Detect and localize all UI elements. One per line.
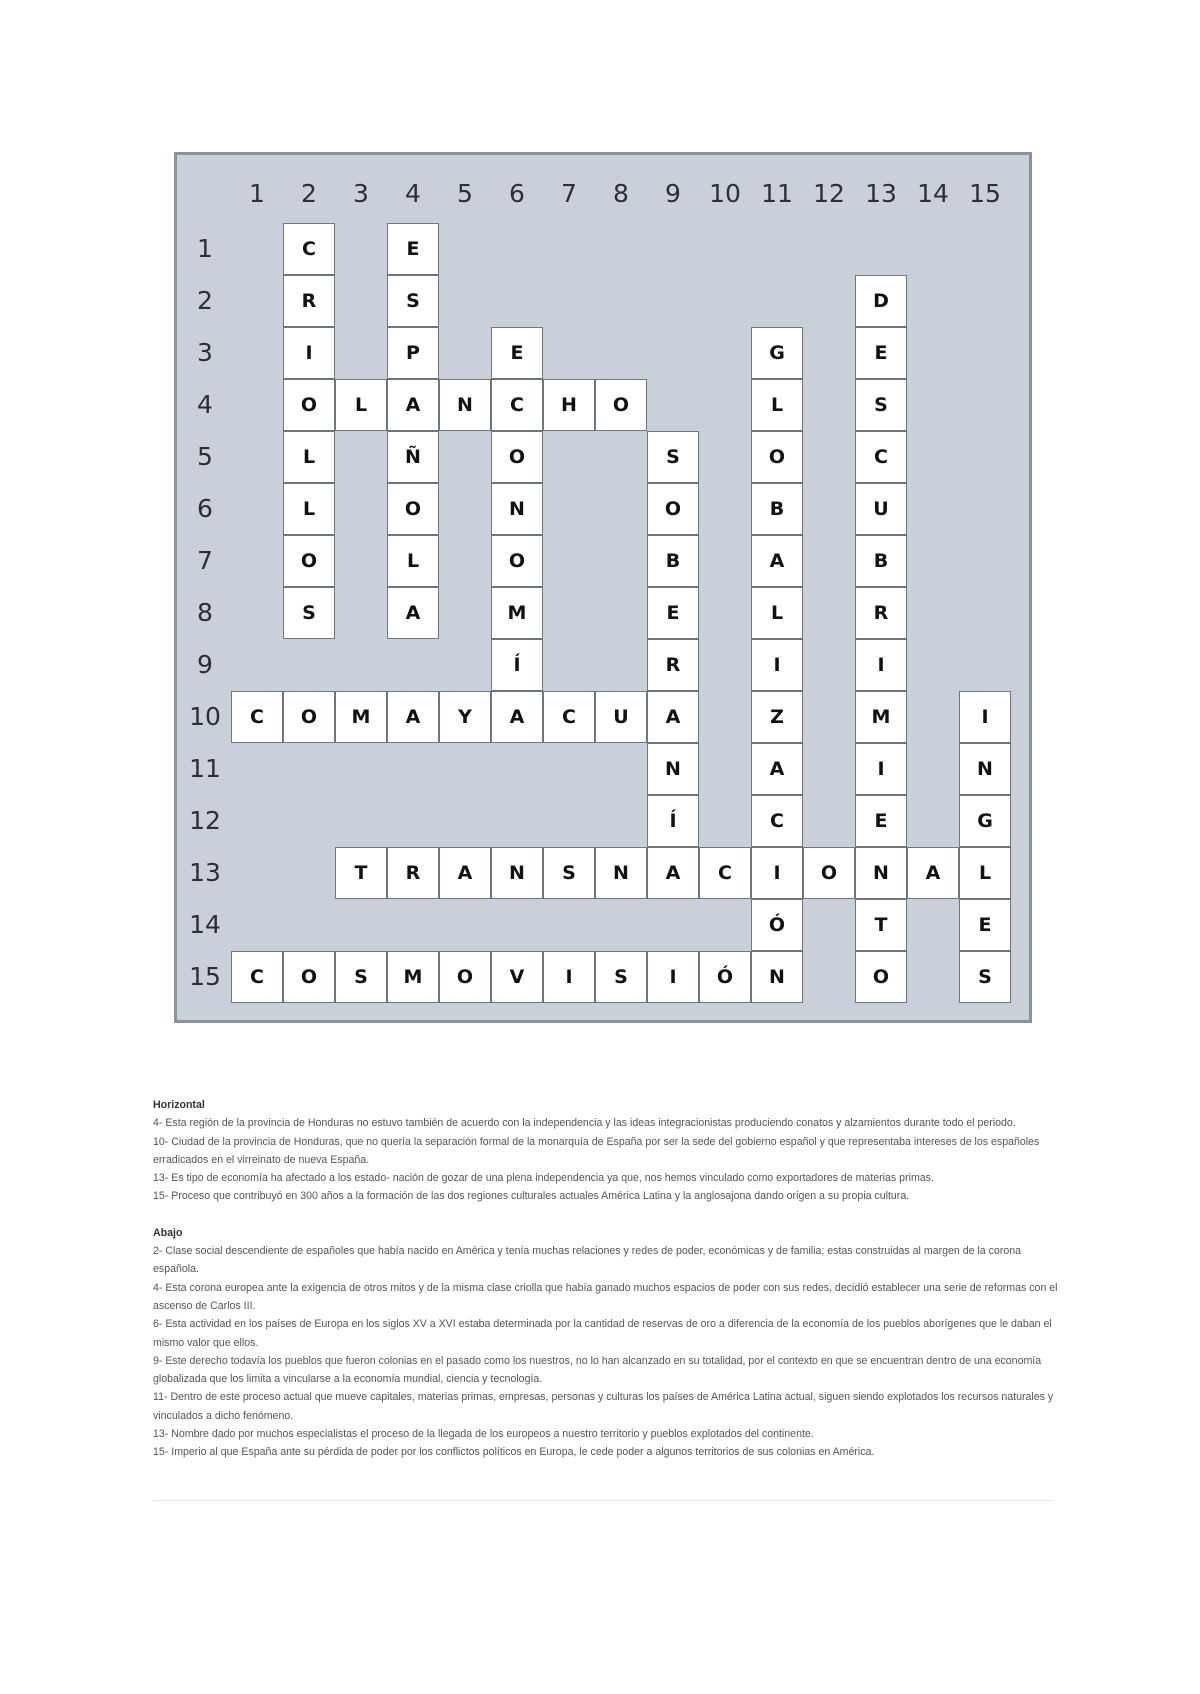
crossword-cell: B [647, 535, 699, 587]
crossword-cell: C [543, 691, 595, 743]
crossword-cell: B [751, 483, 803, 535]
crossword-cell: C [231, 691, 283, 743]
crossword-cell: C [491, 379, 543, 431]
crossword-cell: Í [491, 639, 543, 691]
row-number: 12 [189, 806, 221, 835]
clue-vertical-9: 9- Este derecho todavía los pueblos que fueron colonias en el pasado como los nuestros, no lo han alcanzado en su totalidad, por el contexto en que se encuentran dentro de una economía globalizada que los limita a vincularse a la economía mundial, ciencia y tecnología. [153, 1354, 1042, 1386]
crossword-cell: A [751, 535, 803, 587]
crossword-cell: O [283, 691, 335, 743]
row-number: 10 [189, 702, 221, 731]
column-number: 1 [249, 179, 265, 208]
horizontal-heading: Horizontal [153, 1099, 205, 1111]
crossword-cell: L [335, 379, 387, 431]
clue-vertical-2: 2- Clase social descendiente de españoles que había nacido en América y tenía muchas relaciones y redes de poder, económicas y de familia; estas construidas al margen de la corona española. [153, 1245, 1022, 1276]
crossword-cell: G [959, 795, 1011, 847]
crossword-cell: Z [751, 691, 803, 743]
crossword-cell: L [283, 431, 335, 483]
clue-vertical-4: 4- Esta corona europea ante la exigencia de otros mitos y de la misma clase criolla que había ganado muchos espacios de poder con sus redes, decidió establecer una serie de reformas con el ascenso de Carlos III. [153, 1281, 1058, 1312]
column-number: 7 [561, 179, 577, 208]
crossword-cell: E [959, 899, 1011, 951]
crossword-cell: M [335, 691, 387, 743]
column-number: 11 [761, 179, 793, 208]
clue-horizontal-4: 4- Esta región de la provincia de Honduras no estuvo también de acuerdo con la independencia y las ideas integracionistas produciendo conatos y alzamientos durante todo el periodo. [153, 1117, 1016, 1130]
crossword-cell: P [387, 327, 439, 379]
crossword-cell: C [283, 223, 335, 275]
clue-horizontal-13: 13- Es tipo de economía ha afectado a los estado- nación de gozar de una plena independencia ya que, nos hemos vinculado como exportadores de materias primas. [153, 1172, 934, 1185]
crossword-cell: A [647, 691, 699, 743]
row-number: 9 [197, 650, 213, 679]
row-number: 7 [197, 546, 213, 575]
row-number: 4 [197, 390, 213, 419]
column-number: 9 [665, 179, 681, 208]
column-number: 3 [353, 179, 369, 208]
crossword-cell: A [387, 691, 439, 743]
crossword-cell: D [855, 275, 907, 327]
crossword-cell: O [855, 951, 907, 1003]
crossword-cell: S [543, 847, 595, 899]
column-number: 15 [969, 179, 1001, 208]
crossword-cell: C [855, 431, 907, 483]
crossword-cell: O [439, 951, 491, 1003]
crossword-cell: U [855, 483, 907, 535]
crossword-cell: O [803, 847, 855, 899]
crossword-cell: E [387, 223, 439, 275]
crossword-cell: U [595, 691, 647, 743]
column-number: 14 [917, 179, 949, 208]
row-number: 1 [197, 234, 213, 263]
crossword-cell: S [335, 951, 387, 1003]
crossword-cell: Ó [699, 951, 751, 1003]
crossword-cell: S [387, 275, 439, 327]
row-number: 13 [189, 858, 221, 887]
crossword-cell: C [699, 847, 751, 899]
clue-vertical-6: 6- Esta actividad en los países de Europa en los siglos XV a XVI estaba determinada por la cantidad de reservas de oro a diferencia de la economía de los pueblos aborígenes que le daban el mismo valor que ellos. [153, 1318, 1052, 1349]
crossword-cell: R [647, 639, 699, 691]
crossword-cell: N [595, 847, 647, 899]
crossword-cell: M [855, 691, 907, 743]
crossword-cell: H [543, 379, 595, 431]
column-number: 4 [405, 179, 421, 208]
column-number: 8 [613, 179, 629, 208]
crossword-cell: G [751, 327, 803, 379]
crossword-cell: L [751, 587, 803, 639]
crossword-cell: Ó [751, 899, 803, 951]
column-number: 2 [301, 179, 317, 208]
crossword-cell: M [491, 587, 543, 639]
crossword-cell: S [959, 951, 1011, 1003]
clue-vertical-11: 11- Dentro de este proceso actual que mueve capitales, materias primas, empresas, personas y culturas los países de América Latina actual, siguen siendo explotados los recursos naturales y vinculados a dicho fenómeno. [153, 1391, 1054, 1422]
crossword-cell: S [283, 587, 335, 639]
crossword-cell: S [647, 431, 699, 483]
clue-horizontal-15: 15- Proceso que contribuyó en 300 años a la formación de las dos regiones culturales actuales América Latina y la anglosajona dando origen a su propia cultura. [153, 1190, 910, 1203]
crossword-cell: A [907, 847, 959, 899]
column-number: 10 [709, 179, 741, 208]
crossword-cell: C [751, 795, 803, 847]
crossword-cell: S [855, 379, 907, 431]
row-number: 5 [197, 442, 213, 471]
crossword-cell: I [283, 327, 335, 379]
vertical-heading: Abajo [153, 1226, 183, 1239]
crossword-cell: I [855, 639, 907, 691]
crossword-cell: E [855, 327, 907, 379]
crossword-cell: I [543, 951, 595, 1003]
crossword-cell: S [595, 951, 647, 1003]
clue-vertical-15: 15- Imperio al que España ante su pérdida de poder por los conflictos políticos en Europa, le cede poder a algunos territorios de sus colonias en América. [153, 1446, 875, 1459]
crossword-cell: L [387, 535, 439, 587]
crossword-cell: A [647, 847, 699, 899]
row-number: 6 [197, 494, 213, 523]
divider [153, 1500, 1053, 1501]
crossword-cell: N [647, 743, 699, 795]
clue-vertical-13: 13- Nombre dado por muchos especialistas el proceso de la llegada de los europeos a nuestro territorio y pueblos explotados del continente. [153, 1428, 814, 1441]
crossword-cell: L [751, 379, 803, 431]
crossword-cell: O [491, 535, 543, 587]
crossword-cell: N [491, 847, 543, 899]
crossword-cell: N [491, 483, 543, 535]
crossword-cell: Ñ [387, 431, 439, 483]
crossword-cell: T [855, 899, 907, 951]
crossword-cell: Í [647, 795, 699, 847]
crossword-cell: O [283, 535, 335, 587]
crossword-cell: N [855, 847, 907, 899]
column-number: 5 [457, 179, 473, 208]
row-number: 14 [189, 910, 221, 939]
crossword-cell: R [855, 587, 907, 639]
row-number: 2 [197, 286, 213, 315]
crossword-cell: E [855, 795, 907, 847]
crossword-cell: A [387, 587, 439, 639]
crossword-cell: B [855, 535, 907, 587]
clue-horizontal-10: 10- Ciudad de la provincia de Honduras, que no quería la separación formal de la monarquía de España por ser la sede del gobierno español y que representaba intereses de los españoles erradicados en el virreinato de nueva España. [153, 1135, 1040, 1166]
crossword-cell: I [855, 743, 907, 795]
crossword-cell: L [283, 483, 335, 535]
row-number: 8 [197, 598, 213, 627]
crossword-cell: O [491, 431, 543, 483]
spacer [153, 1206, 1058, 1224]
crossword-cell: M [387, 951, 439, 1003]
row-number: 3 [197, 338, 213, 367]
crossword-cell: O [595, 379, 647, 431]
crossword-cell: O [283, 379, 335, 431]
crossword-cell: N [439, 379, 491, 431]
crossword-cell: R [283, 275, 335, 327]
clues-section [153, 1096, 1058, 1462]
crossword-cell: V [491, 951, 543, 1003]
crossword-cell: Y [439, 691, 491, 743]
crossword-cell: I [647, 951, 699, 1003]
crossword-cell: R [387, 847, 439, 899]
crossword-cell: N [751, 951, 803, 1003]
crossword-cell: A [751, 743, 803, 795]
crossword-cell: I [959, 691, 1011, 743]
crossword-cell: A [439, 847, 491, 899]
crossword-cell: O [751, 431, 803, 483]
column-number: 13 [865, 179, 897, 208]
crossword-cell: O [387, 483, 439, 535]
crossword-grid [174, 152, 1032, 1023]
crossword-cell: E [491, 327, 543, 379]
crossword-cell: I [751, 847, 803, 899]
crossword-cell: T [335, 847, 387, 899]
crossword-cell: E [647, 587, 699, 639]
crossword-cell: O [283, 951, 335, 1003]
row-number: 11 [189, 754, 221, 783]
row-number: 15 [189, 962, 221, 991]
crossword-cell: A [387, 379, 439, 431]
crossword-cell: L [959, 847, 1011, 899]
column-number: 12 [813, 179, 845, 208]
crossword-cell: I [751, 639, 803, 691]
column-number: 6 [509, 179, 525, 208]
crossword-cell: C [231, 951, 283, 1003]
crossword-cell: N [959, 743, 1011, 795]
crossword-cell: A [491, 691, 543, 743]
crossword-cell: O [647, 483, 699, 535]
